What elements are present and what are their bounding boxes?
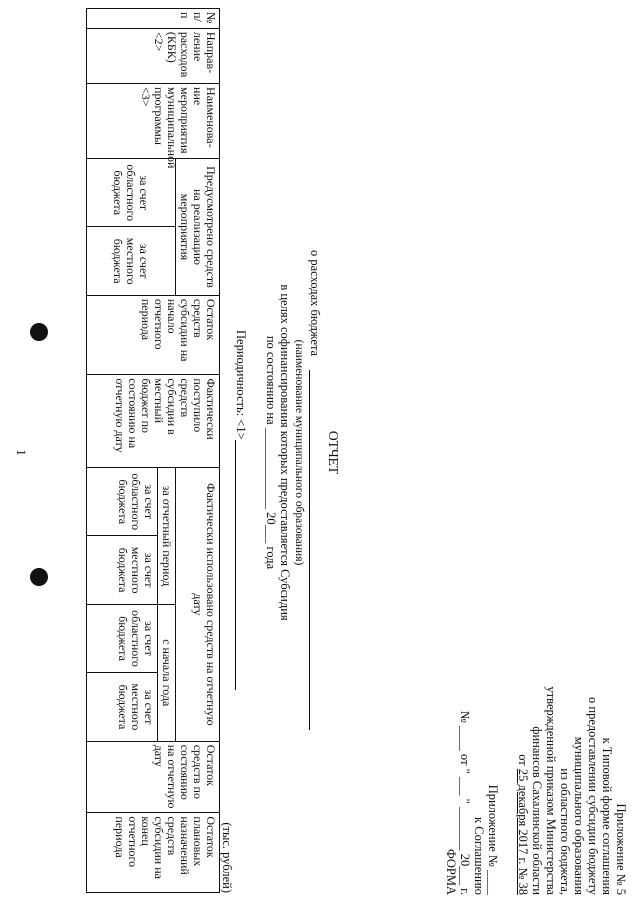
appendix-block	[516, 686, 628, 895]
col-planned-local: за счет местного бюджета	[87, 227, 176, 295]
col-year-regional: за счет областного бюджета	[87, 604, 158, 672]
budget-blank	[309, 370, 310, 730]
appendix-line: утвержденной приказом Министерства	[544, 686, 558, 895]
col-used-period: за отчетный период	[158, 468, 176, 605]
col-direction: Направ-ление расходов (КБК)<2>	[87, 28, 220, 83]
page-number: 1	[14, 449, 28, 456]
budget-line: о расходах бюджета	[308, 250, 322, 357]
appendix-date-prefix: от	[516, 754, 530, 766]
appendix-date	[516, 686, 530, 895]
agreement-line: № ____ от " ___ " _______ 20___ г.	[458, 710, 472, 895]
col-year-local: за счет местного бюджета	[87, 673, 158, 741]
col-received: Фактически поступило средств субсидии в местный бюджет по состоянию на отчетную дату	[87, 375, 220, 468]
col-planned: Предусмотрено средств на реализацию мероприятия	[176, 159, 220, 296]
purpose-line: в целях софинансирования которых предоставляется Субсидия	[278, 284, 292, 621]
report-table	[86, 8, 220, 893]
appendix-line: о предоставлении субсидии бюджету	[586, 697, 600, 895]
appendix-line: финансов Сахалинской области	[530, 726, 544, 895]
header-row-1	[176, 9, 220, 893]
col-used-year: с начала года	[158, 604, 176, 741]
col-number: № п/п	[87, 9, 220, 29]
appendix-line: к Типовой форме соглашения	[600, 737, 614, 895]
appendix-line: из областного бюджета,	[558, 768, 572, 895]
report-title: ОТЧЕТ	[326, 430, 341, 475]
col-planned-regional: за счет областного бюджета	[87, 159, 176, 227]
municipality-caption: (наименование муниципального образования)	[293, 339, 305, 566]
units-label: (тыс. рублей)	[220, 822, 234, 893]
col-period-regional: за счет областного бюджета	[87, 468, 158, 536]
col-balance-start: Остаток средств субсидии на начало отчетного периода	[87, 295, 220, 374]
appendix-line: Приложение № 5	[614, 803, 628, 895]
appendix-line: муниципального образования	[572, 736, 586, 895]
form-label: ФОРМА	[444, 848, 458, 895]
col-balance-end: Остаток средств по состоянию на отчетную дату	[87, 741, 220, 813]
agreement-block	[444, 711, 500, 895]
periodicity-blank	[235, 440, 236, 690]
col-event: Наименова-ние мероприятия муниципальной программы <3>	[87, 84, 220, 159]
col-balance-planned: Остаток плановых назначений средств субсидии на конец отчетного периода	[87, 813, 220, 893]
periodicity: Периодичность: <1>	[234, 330, 248, 440]
col-used: Фактически использовано средств на отчетную дату	[176, 468, 220, 742]
agreement-line: Приложение № ____	[486, 784, 500, 895]
col-period-local: за счет местного бюджета	[87, 536, 158, 604]
appendix-date-value: 25 декабря 2017 г. № 38	[516, 768, 530, 895]
date-line: по состоянию на _____________ 20___ года	[264, 335, 278, 570]
agreement-line: к Соглашению	[472, 817, 486, 895]
